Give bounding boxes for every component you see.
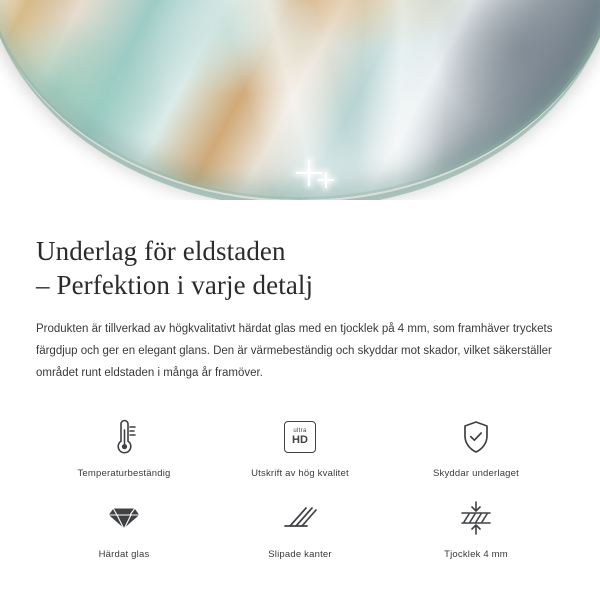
feature-label: Utskrift av hög kvalitet [251,468,349,479]
feature-item [212,495,388,560]
feature-label: Temperaturbeständig [77,468,171,479]
feature-item [388,414,564,479]
hero-image [0,0,600,200]
description-paragraph: Produkten är tillverkad av högkvalitativt härdat glas med en tjocklek på 4 mm, som framhäver tryckets färgdjup och ger en elegant glans. Den är värmebeständig och skyddar mot skador, vilket säkerställer området runt eldstaden i många år framöver. [36,323,553,379]
content-area [0,200,600,560]
feature-item [388,495,564,560]
feature-label: Skyddar underlaget [433,468,519,479]
feature-list [36,414,564,560]
ultra-hd-bottom-text: HD [292,434,308,446]
feature-item [36,414,212,479]
feature-item [36,495,212,560]
feature-label: Tjocklek 4 mm [444,549,508,560]
feature-label: Härdat glas [98,549,150,560]
page-title-line-1: Underlag för eldstaden [36,236,286,266]
ultra-hd-top-text: ultra [293,428,307,434]
diamond-icon [101,495,147,541]
glass-disc-image [0,0,600,200]
shield-check-icon [453,414,499,460]
feature-label: Slipade kanter [268,549,332,560]
thickness-arrows-icon [453,495,499,541]
feature-item [212,414,388,479]
page-title-line-2: – Perfektion i varje detalj [36,270,314,300]
page-title [36,234,564,302]
thermometer-icon [101,414,147,460]
ultra-hd-icon [277,414,323,460]
polished-edges-icon [277,495,323,541]
